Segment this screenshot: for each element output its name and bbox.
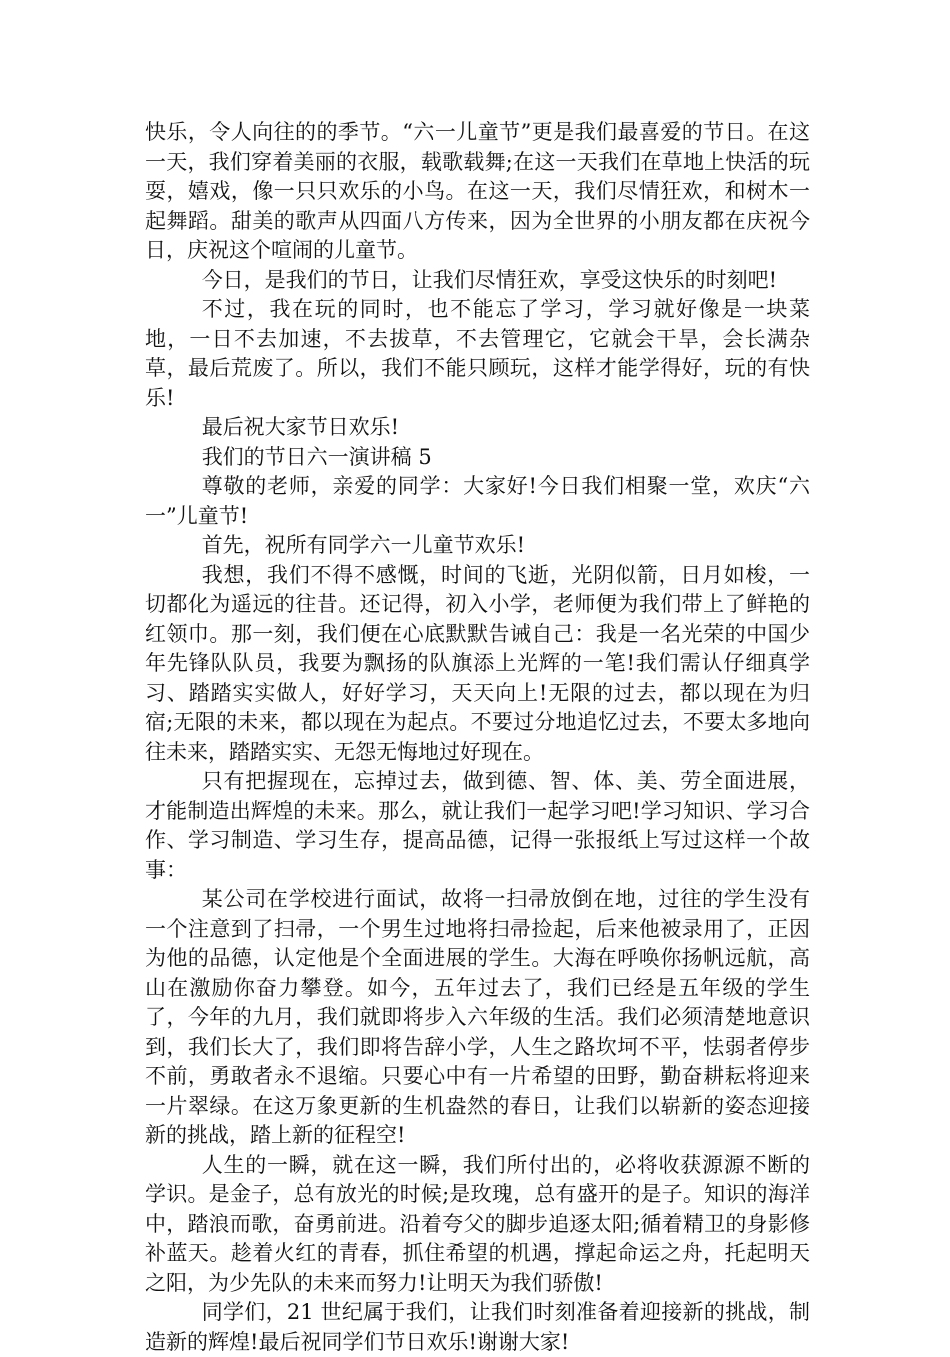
paragraph: 同学们，21 世纪属于我们，让我们时刻准备着迎接新的挑战，制造新的辉煌!最后祝同学们节日欢乐!谢谢大家! [145,1300,810,1354]
paragraph: 某公司在学校进行面试，故将一扫帚放倒在地，过往的学生没有一个注意到了扫帚，一个男生过地将扫帚捡起，后来他被录用了，正因为他的品德，认定他是个全面进展的学生。大海在呼唤你扬帆远航，高山在激励你奋力攀登。如今，五年过去了，我们已经是五年级的学生了，今年的九月，我们就即将步入六年级的生活。我们必须清楚地意识到，我们长大了，我们即将告辞小学，人生之路坎坷不平，怯弱者停步不前，勇敢者永不退缩。只要心中有一片希望的田野，勤奋耕耘将迎来一片翠绿。在这万象更新的生机盎然的春日，让我们以崭新的姿态迎接新的挑战，踏上新的征程空! [145,887,810,1147]
section-title: 我们的节日六一演讲稿 5 [201,444,432,469]
paragraph: 首先，祝所有同学六一儿童节欢乐! [201,533,526,557]
paragraph: 我想，我们不得不感慨，时间的飞逝，光阴似箭，日月如梭，一切都化为遥远的往昔。还记得，初入小学，老师便为我们带上了鲜艳的红领巾。那一刻，我们便在心底默默告诫自己：我是一名光荣的中国少年先锋队队员，我要为飘扬的队旗添上光辉的一笔!我们需认仔细真学习、踏踏实实做人，好好学习，天天向上!无限的过去，都以现在为归宿;无限的未来，都以现在为起点。不要过分地追忆过去，不要太多地向往未来，踏踏实实、无怨无悔地过好现在。 [145,562,810,764]
paragraph: 只有把握现在，忘掉过去，做到德、智、体、美、劳全面进展，才能制造出辉煌的未来。那么，就让我们一起学习吧!学习知识、学习合作、学习制造、学习生存，提高品德，记得一张报纸上写过这样一个故事： [145,769,810,882]
paragraph: 不过，我在玩的同时，也不能忘了学习，学习就好像是一块菜地，一日不去加速，不去拔草，不去管理它，它就会干旱，会长满杂草，最后荒废了。所以，我们不能只顾玩，这样才能学得好，玩的有快乐! [145,297,810,410]
paragraph: 今日，是我们的节日，让我们尽情狂欢，享受这快乐的时刻吧! [201,267,778,292]
document-body [145,118,810,1357]
paragraph: 快乐，令人向往的的季节。“六一儿童节”更是我们最喜爱的节日。在这一天，我们穿着美丽的衣服，载歌载舞;在这一天我们在草地上快活的玩耍，嬉戏，像一只只欢乐的小鸟。在这一天，我们尽情狂欢，和树木一起舞蹈。甜美的歌声从四面八方传来，因为全世界的小朋友都在庆祝今日，庆祝这个喧闹的儿童节。 [145,120,810,262]
paragraph: 尊敬的老师，亲爱的同学：大家好!今日我们相聚一堂，欢庆“六一”儿童节! [145,474,810,528]
paragraph: 最后祝大家节日欢乐! [201,415,400,439]
paragraph: 人生的一瞬，就在这一瞬，我们所付出的，必将收获源源不断的学识。是金子，总有放光的时候;是玫瑰，总有盛开的是子。知识的海洋中，踏浪而歌，奋勇前进。沿着夸父的脚步追逐太阳;循着精卫的身影修补蓝天。趁着火红的青春，抓住希望的机遇，撑起命运之舟，托起明天之阳，为少先队的未来而努力!让明天为我们骄傲! [145,1152,810,1295]
